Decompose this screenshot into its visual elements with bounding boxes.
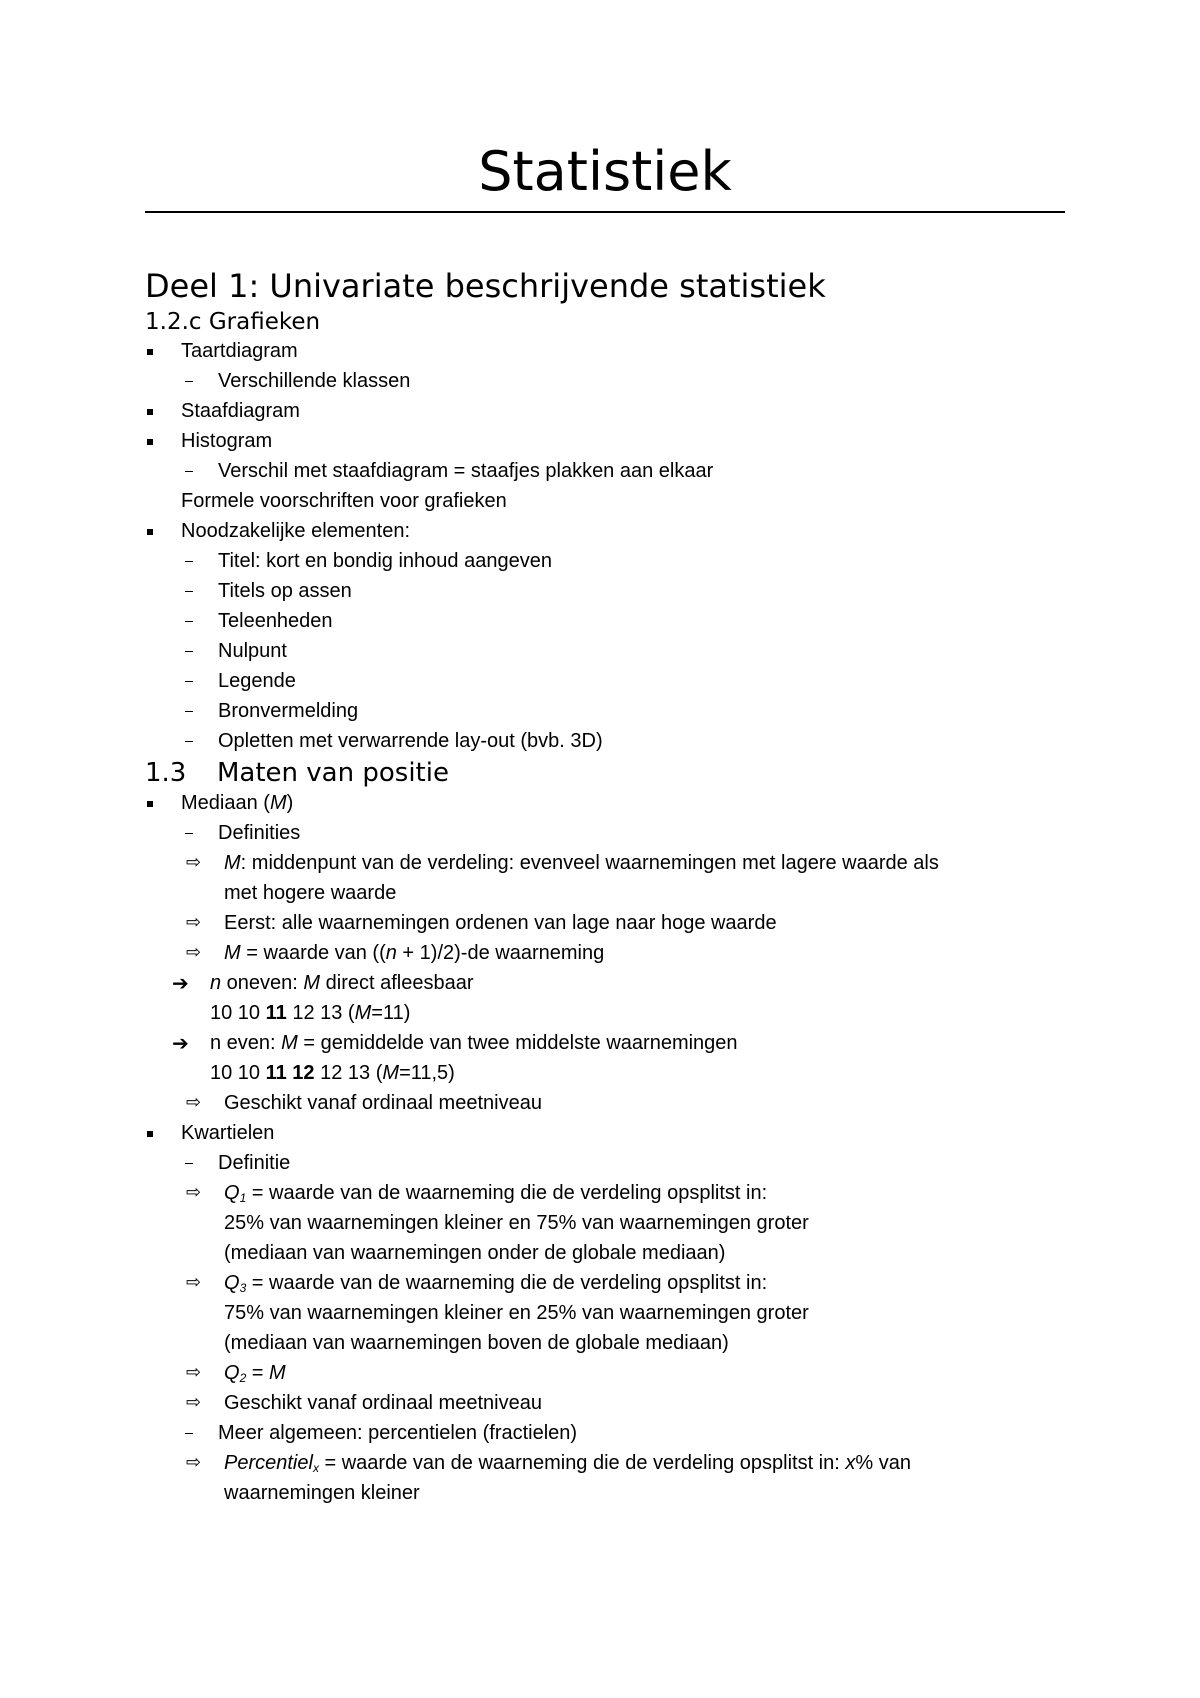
q1-text: = waarde van de waarneming die de verdeling opsplitst in:	[246, 1182, 768, 1204]
q1-definitie	[224, 1180, 767, 1211]
mediaan-oneven	[210, 970, 474, 996]
even-text-a: n even:	[210, 1032, 282, 1054]
percentiel-text: = waarde van de waarneming die de verdeling opsplitst in:	[318, 1452, 846, 1474]
q1-definitie-regel-2: 25% van waarnemingen kleiner en 75% van waarnemingen groter	[224, 1212, 809, 1234]
mediaan-definitie-1-cont: met hogere waarde	[224, 882, 397, 904]
mediaan-close: )	[286, 792, 294, 814]
list-item-definities: Definities	[218, 822, 301, 844]
dash-bullet-icon	[185, 833, 193, 834]
def3-text-b: + 1)/2)-de waarneming	[396, 942, 605, 964]
square-bullet-icon	[147, 801, 153, 807]
hollow-arrow-icon: ⇨	[186, 942, 202, 963]
element-item: Titel: kort en bondig inhoud aangeven	[218, 550, 552, 572]
hollow-arrow-icon: ⇨	[186, 912, 202, 933]
q-subscript: 1	[239, 1191, 247, 1205]
q-symbol: Q	[224, 1182, 240, 1204]
n-symbol: n	[210, 972, 222, 994]
oneven-text-a: oneven:	[221, 972, 304, 994]
def1-text: : middenpunt van de verdeling: evenveel waarnemingen met lagere waarde als	[240, 852, 939, 874]
m-symbol: M	[281, 1032, 298, 1054]
dash-bullet-icon	[185, 741, 193, 742]
dash-bullet-icon	[185, 621, 193, 622]
q3-text: = waarde van de waarneming die de verdeling opsplitst in:	[246, 1272, 768, 1294]
hollow-arrow-icon: ⇨	[186, 1452, 202, 1473]
mediaan-label: Mediaan (	[181, 792, 270, 814]
example-median-value: 11	[265, 1002, 287, 1024]
list-item-definitie: Definitie	[218, 1152, 291, 1174]
element-item: Legende	[218, 670, 296, 692]
example-part: =11)	[371, 1002, 411, 1024]
q2-is-m	[224, 1360, 286, 1391]
oneven-text-b: direct afleesbaar	[320, 972, 474, 994]
mediaan-definitie-3	[224, 940, 604, 966]
m-symbol: M	[224, 852, 241, 874]
q3-definitie	[224, 1270, 767, 1301]
mediaan-symbol: M	[269, 792, 287, 814]
percentiel-subscript: x	[312, 1461, 319, 1475]
mediaan-even-voorbeeld	[210, 1060, 455, 1086]
element-item: Opletten met verwarrende lay-out (bvb. 3D)	[218, 730, 603, 752]
square-bullet-icon	[147, 529, 153, 535]
m-symbol: M	[354, 1002, 372, 1024]
percentiel-definitie-cont: waarnemingen kleiner	[224, 1482, 420, 1504]
mediaan-geschikt: Geschikt vanaf ordinaal meetniveau	[224, 1092, 542, 1114]
square-bullet-icon	[147, 439, 153, 445]
element-item: Bronvermelding	[218, 700, 359, 722]
list-item-kwartielen: Kwartielen	[181, 1122, 275, 1144]
dash-bullet-icon	[185, 1433, 193, 1434]
square-bullet-icon	[147, 409, 153, 415]
solid-arrow-icon: ➔	[172, 971, 189, 995]
hollow-arrow-icon: ⇨	[186, 852, 202, 873]
q-subscript: 2	[239, 1371, 247, 1385]
even-text-b: = gemiddelde van twee middelste waarnemingen	[297, 1032, 738, 1054]
q3-definitie-regel-2: 75% van waarnemingen kleiner en 25% van waarnemingen groter	[224, 1302, 809, 1324]
element-item: Nulpunt	[218, 640, 287, 662]
list-item-staafdiagram: Staafdiagram	[181, 400, 300, 422]
x-symbol: x	[845, 1452, 856, 1474]
square-bullet-icon	[147, 1131, 153, 1137]
example-part: 10 10	[210, 1002, 266, 1024]
list-item-histogram: Histogram	[181, 430, 273, 452]
example-median-values: 11 12	[265, 1062, 315, 1084]
kwartielen-geschikt: Geschikt vanaf ordinaal meetniveau	[224, 1392, 542, 1414]
element-item: Titels op assen	[218, 580, 352, 602]
dash-bullet-icon	[185, 591, 193, 592]
element-item: Teleenheden	[218, 610, 333, 632]
mediaan-definitie-2: Eerst: alle waarnemingen ordenen van lage naar hoge waarde	[224, 912, 777, 934]
hollow-arrow-icon: ⇨	[186, 1392, 202, 1413]
mediaan-definitie-1	[224, 850, 939, 876]
q-symbol: Q	[224, 1362, 240, 1384]
list-item-histogram-verschil: Verschil met staafdiagram = staafjes plakken aan elkaar	[218, 460, 714, 482]
section-title: Maten van positie	[217, 758, 449, 788]
section-grafieken-heading: 1.2.c Grafieken	[145, 309, 321, 335]
q3-definitie-regel-3: (mediaan van waarnemingen boven de globale mediaan)	[224, 1332, 729, 1354]
solid-arrow-icon: ➔	[172, 1031, 189, 1055]
m-symbol: M	[269, 1362, 286, 1384]
q1-definitie-regel-3: (mediaan van waarnemingen onder de globale mediaan)	[224, 1242, 726, 1264]
n-symbol: n	[385, 942, 397, 964]
list-item-verschillende-klassen: Verschillende klassen	[218, 370, 411, 392]
section-number: 1.3	[145, 758, 187, 788]
equals-sign: =	[246, 1362, 270, 1384]
list-item-taartdiagram: Taartdiagram	[181, 340, 298, 362]
percentiel-text-end: % van	[855, 1452, 911, 1474]
list-item-mediaan	[181, 790, 293, 816]
square-bullet-icon	[147, 349, 153, 355]
section-positie-heading	[145, 757, 449, 789]
dash-bullet-icon	[185, 561, 193, 562]
title-underline	[145, 211, 1065, 213]
dash-bullet-icon	[185, 381, 193, 382]
hollow-arrow-icon: ⇨	[186, 1092, 202, 1113]
percentiel-symbol: Percentiel	[224, 1452, 313, 1474]
mediaan-oneven-voorbeeld	[210, 1000, 410, 1026]
m-symbol: M	[303, 972, 321, 994]
list-item-percentielen: Meer algemeen: percentielen (fractielen)	[218, 1422, 578, 1444]
dash-bullet-icon	[185, 651, 193, 652]
dash-bullet-icon	[185, 681, 193, 682]
m-symbol: M	[224, 942, 241, 964]
def3-text-a: = waarde van ((	[240, 942, 386, 964]
m-symbol: M	[382, 1062, 400, 1084]
deel-heading: Deel 1: Univariate beschrijvende statistiek	[145, 267, 826, 305]
q-subscript: 3	[239, 1281, 247, 1295]
example-part: 10 10	[210, 1062, 266, 1084]
q-symbol: Q	[224, 1272, 240, 1294]
hollow-arrow-icon: ⇨	[186, 1362, 202, 1383]
formele-voorschriften-text: Formele voorschriften voor grafieken	[181, 490, 507, 512]
list-item-noodzakelijke-elementen: Noodzakelijke elementen:	[181, 520, 411, 542]
example-part: 12 13 (	[314, 1062, 383, 1084]
dash-bullet-icon	[185, 711, 193, 712]
hollow-arrow-icon: ⇨	[186, 1272, 202, 1293]
mediaan-even	[210, 1030, 738, 1056]
dash-bullet-icon	[185, 1163, 193, 1164]
example-part: =11,5)	[399, 1062, 455, 1084]
percentiel-definitie	[224, 1450, 911, 1481]
example-part: 12 13 (	[286, 1002, 355, 1024]
document-title: Statistiek	[478, 140, 732, 203]
hollow-arrow-icon: ⇨	[186, 1182, 202, 1203]
dash-bullet-icon	[185, 471, 193, 472]
